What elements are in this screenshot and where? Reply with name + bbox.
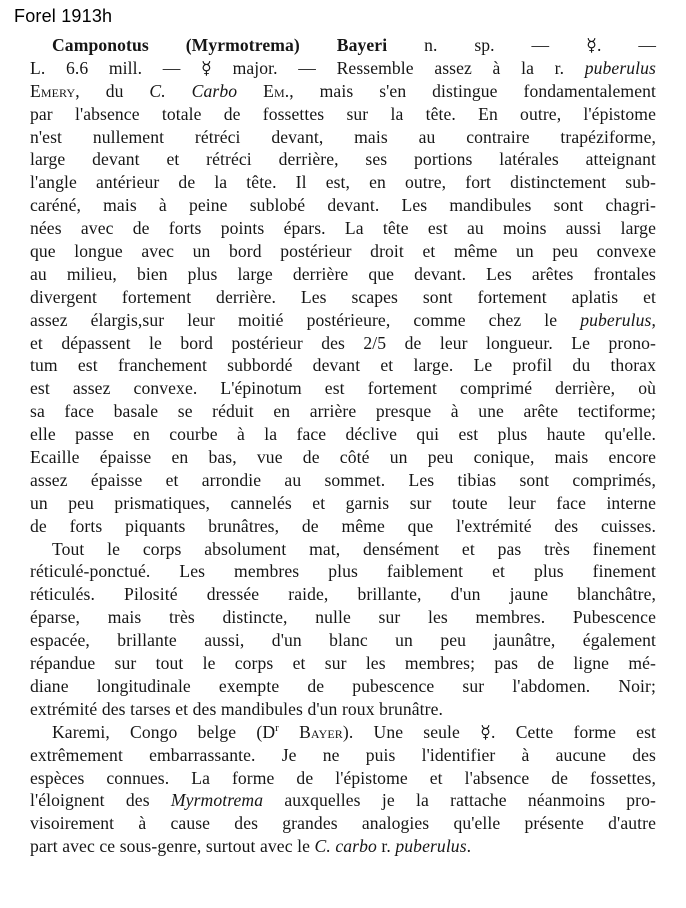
text-line: au milieu, bien plus large derrière que devant. Les arêtes frontales	[30, 263, 656, 284]
italic-span: C. Carbo	[149, 80, 238, 101]
text-span: , mais s'en distingue fondamentalement	[289, 80, 657, 101]
author-name: Emery	[30, 80, 76, 101]
text-span: L. 6.6 mill. — ☿ major. — Ressemble assez à la r.	[30, 57, 585, 78]
genus-name: Camponotus	[52, 35, 149, 55]
subgenus-name: (Myrmotrema)	[185, 35, 300, 55]
handwritten-citation: Forel 1913h	[14, 6, 113, 26]
italic-span: Myrmotrema	[170, 790, 264, 811]
heading-rest: n. sp. — ☿. —	[387, 35, 657, 55]
italic-span: puberulus	[580, 309, 652, 330]
text-line: un peu prismatiques, cannelés et garnis sur toute leur face interne	[30, 492, 656, 513]
species-description	[30, 34, 656, 858]
text-line: réticulé-ponctué. Les membres plus faiblement et plus finement	[30, 561, 656, 582]
text-line: diane longitudinale exempte de pubescence sur l'abdomen. Noir;	[30, 675, 656, 696]
text-span: r.	[376, 836, 396, 857]
text-line: nées avec de forts points épars. La tête est au moins aussi large	[30, 218, 656, 239]
text-line: divergent fortement derrière. Les scapes sont fortement aplatis et	[30, 286, 656, 307]
text-line: espacée, brillante aussi, d'un blanc un peu jaunâtre, également	[30, 630, 656, 651]
species-name: Bayeri	[336, 35, 388, 55]
text-line: par l'absence totale de fossettes sur la tête. En outre, l'épistome	[30, 103, 656, 124]
text-span	[237, 81, 263, 101]
text-line: de forts piquants brunâtres, de même que l'extrémité des cuisses.	[30, 515, 656, 536]
text-line: elle passe en courbe à la face déclive qui est plus haute qu'elle.	[30, 424, 656, 445]
text-line: réticulés. Pilosité dressée raide, brillante, d'un jaune blanchâtre,	[30, 584, 656, 605]
text-line: Ecaille épaisse en bas, vue de côté un peu conique, mais encore	[30, 447, 656, 468]
text-span	[279, 722, 299, 742]
text-span: auxquelles je la rattache néanmoins pro-	[263, 790, 656, 811]
text-line: répandue sur tout le corps et sur les membres; pas de ligne mé-	[30, 653, 656, 674]
text-line: est assez convexe. L'épinotum est fortement comprimé derrière, où	[30, 378, 656, 399]
species-heading	[30, 34, 656, 57]
text-line: éparse, mais très distincte, nulle sur les membres. Pubescence	[30, 607, 656, 628]
paragraph-start: Tout le corps absolument mat, densément et pas très finement	[52, 538, 656, 559]
collector-name: Bayer	[299, 721, 343, 742]
text-span: ). Une seule ☿. Cette forme est	[342, 721, 657, 742]
text-line: tum est franchement subbordé devant et large. Le profil du thorax	[30, 355, 656, 376]
locality-line	[30, 721, 656, 744]
text-line: sa face basale se réduit en arrière presque à une arête tectiforme;	[30, 401, 656, 422]
text-line: assez épaisse et arrondie au sommet. Les tibias sont comprimés,	[30, 469, 656, 490]
text-line: espèces connues. La forme de l'épistome et l'absence de fossettes,	[30, 767, 656, 788]
italic-span: puberulus	[584, 57, 656, 78]
text-line: extrémité des tarses et des mandibules d'un roux brunâtre.	[30, 698, 444, 719]
text-line: n'est nullement rétréci devant, mais au contraire trapéziforme,	[30, 126, 656, 147]
text-span: .	[466, 836, 472, 857]
text-line: caréné, mais à peine sublobé devant. Les mandibules sont chagri-	[30, 195, 656, 216]
text-line: et dépassent le bord postérieur des 2/5 de leur longueur. Le prono-	[30, 332, 656, 353]
text-line: large devant et rétréci derrière, ses portions latérales atteignant	[30, 149, 656, 170]
text-span: Karemi, Congo belge (D	[52, 721, 276, 742]
text-span: , du	[75, 80, 150, 101]
text-line	[30, 57, 656, 80]
text-span: l'éloignent des	[30, 790, 171, 811]
text-span: ,	[651, 309, 656, 330]
text-line: que longue avec un bord postérieur droit et même un peu convexe	[30, 241, 656, 262]
text-line	[30, 835, 656, 858]
author-name: Em.	[263, 80, 290, 101]
text-span: assez élargis,sur leur moitié postérieure, comme chez le	[30, 309, 581, 330]
text-line: visoirement à cause des grandes analogies qu'elle présente d'autre	[30, 813, 656, 834]
text-span: part avec ce sous-genre, surtout avec le	[30, 836, 315, 857]
text-line	[30, 80, 656, 103]
italic-span: puberulus	[395, 836, 467, 857]
text-line: extrêmement embarrassante. Je ne puis l'identifier à aucune des	[30, 744, 656, 765]
text-line	[30, 309, 656, 332]
superscript: r	[275, 721, 279, 734]
text-line: l'angle antérieur de la tête. Il est, en outre, fort distinctement sub-	[30, 172, 656, 193]
text-line	[30, 789, 656, 812]
italic-span: C. carbo	[314, 836, 377, 857]
